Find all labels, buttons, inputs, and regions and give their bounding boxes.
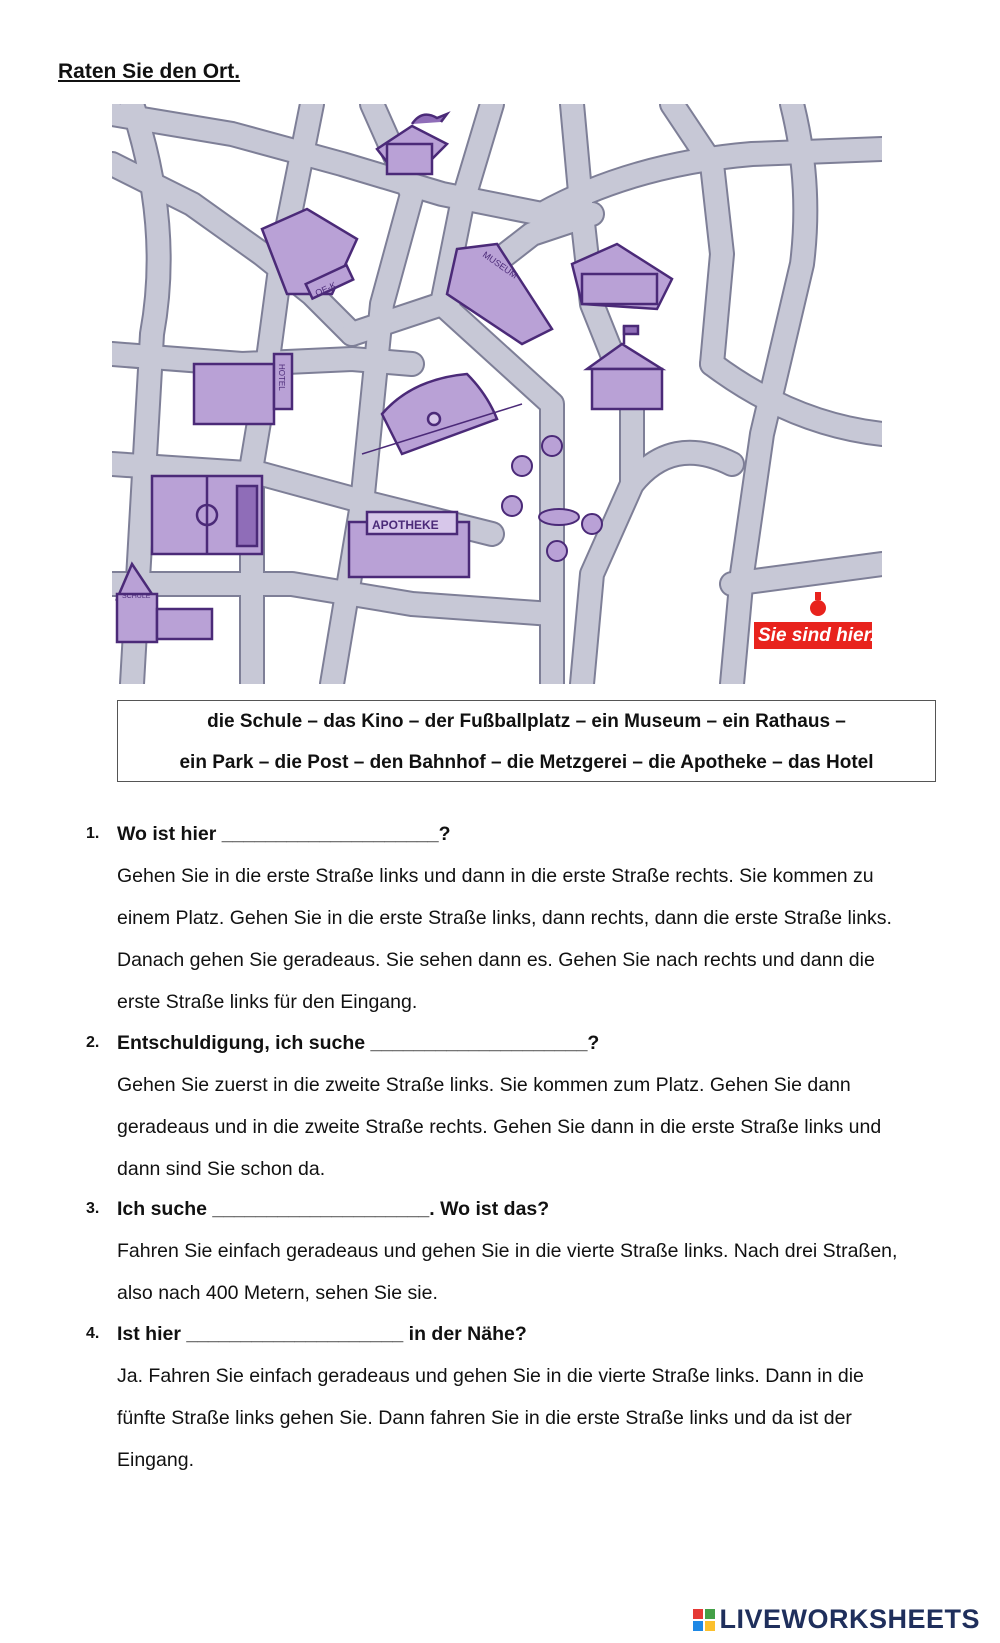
- fussballplatz: [152, 476, 262, 554]
- liveworksheets-icon: [693, 1609, 715, 1631]
- question-prompt: Entschuldigung, ich suche ____________________?: [117, 1032, 600, 1054]
- question-2: [86, 1022, 946, 1190]
- question-number: 1.: [86, 825, 100, 842]
- direction-line: Danach gehen Sie geradeaus. Sie sehen dann es. Gehen Sie nach rechts und dann die: [117, 949, 875, 971]
- question-directions: [117, 855, 947, 1023]
- direction-line: also nach 400 Metern, sehen Sie sie.: [117, 1282, 438, 1304]
- question-prompt: Ich suche ____________________. Wo ist das?: [117, 1198, 550, 1220]
- apotheke-building: [349, 512, 469, 577]
- direction-line: Gehen Sie in die erste Straße links und dann in die erste Straße rechts. Sie kommen zu: [117, 865, 874, 887]
- question-3: [86, 1188, 946, 1314]
- word-bank-line-1: die Schule – das Kino – der Fußballplatz – ein Museum – ein Rathaus –: [207, 711, 846, 732]
- direction-line: dann sind Sie schon da.: [117, 1158, 326, 1180]
- question-prompt: Wo ist hier ____________________?: [117, 823, 451, 845]
- page-title: Raten Sie den Ort.: [58, 60, 241, 83]
- liveworksheets-brand: LIVEWORKSHEETS: [719, 1604, 980, 1634]
- question-number: 2.: [86, 1034, 100, 1051]
- question-number: 4.: [86, 1325, 100, 1342]
- question-directions: [117, 1064, 947, 1190]
- direction-line: erste Straße links für den Eingang.: [117, 991, 418, 1013]
- kino-sign: OE-K: [313, 279, 338, 299]
- direction-line: Eingang.: [117, 1449, 194, 1471]
- word-bank-line-2: ein Park – die Post – den Bahnhof – die Metzgerei – die Apotheke – das Hotel: [179, 752, 874, 773]
- city-map: [112, 104, 882, 684]
- question-4: [86, 1313, 946, 1481]
- direction-line: Ja. Fahren Sie einfach geradeaus und gehen Sie in die vierte Straße links. Dann in die: [117, 1365, 864, 1387]
- question-number: 3.: [86, 1200, 100, 1217]
- direction-line: einem Platz. Gehen Sie in die erste Straße links, dann rechts, dann die erste Straße links.: [117, 907, 892, 929]
- question-directions: [117, 1230, 947, 1314]
- direction-line: fünfte Straße links gehen Sie. Dann fahren Sie in die erste Straße links und da ist der: [117, 1407, 852, 1429]
- direction-line: Fahren Sie einfach geradeaus und gehen Sie in die vierte Straße links. Nach drei Straßen,: [117, 1240, 898, 1262]
- apotheke-sign: APOTHEKE: [372, 518, 439, 532]
- liveworksheets-logo: [693, 1604, 980, 1635]
- schule-sign: SCHULE: [122, 593, 151, 600]
- museum-sign: MUSEUM: [480, 249, 520, 281]
- question-directions: [117, 1355, 947, 1481]
- question-prompt: Ist hier ____________________ in der Nähe?: [117, 1323, 527, 1345]
- direction-line: geradeaus und in die zweite Straße rechts. Gehen Sie dann in die erste Straße links und: [117, 1116, 882, 1138]
- hotel-sign: HOTEL: [277, 364, 286, 391]
- you-are-here-label: Sie sind hier.: [758, 625, 876, 646]
- question-1: [86, 813, 946, 1013]
- word-bank: [117, 700, 936, 782]
- direction-line: Gehen Sie zuerst in die zweite Straße links. Sie kommen zum Platz. Gehen Sie dann: [117, 1074, 851, 1096]
